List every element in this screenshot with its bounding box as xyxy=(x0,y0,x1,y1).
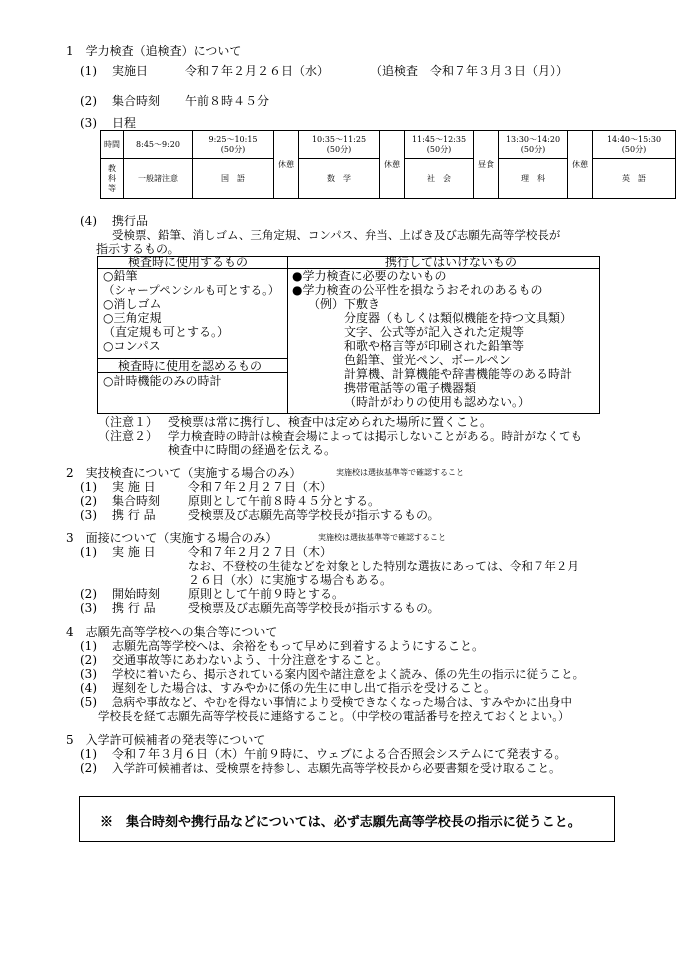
right-example-2: 文字、公式等が記入された定規等 xyxy=(344,325,525,339)
left-item-5: ○コンパス xyxy=(103,339,161,353)
s4-item4-text: 遅刻をした場合は、すみやかに係の先生に申し出て指示を受けること。 xyxy=(112,681,497,695)
s4-item3-text: 学校に着いたら、掲示されている案内図や諸注意をよく読み、係の先生の指示に従うこと。 xyxy=(112,667,585,681)
right-example-5: 計算機、計算機能や辞書機能等のある時計 xyxy=(344,367,573,381)
s3-item2-value: 原則として午前９時とする。 xyxy=(188,587,345,601)
s3-item3-label: 携 行 品 xyxy=(112,601,156,615)
s2-item2-num: (2) xyxy=(80,494,97,508)
s4-item2-num: (2) xyxy=(80,653,97,667)
s1-item1-label: 実施日 xyxy=(112,64,149,78)
s1-item3-label: 日程 xyxy=(112,116,137,130)
right-example-0: 下敷き xyxy=(344,297,381,311)
right-example-7: （時計がわりの使用も認めない。） xyxy=(344,395,531,409)
left-col-heading2: 検査時に使用を認めるもの xyxy=(118,359,263,373)
left-item-2: ○消しゴム xyxy=(103,297,162,311)
note1-text: 受検票は常に携行し、検査中は定められた場所に置くこと。 xyxy=(168,415,493,429)
section1-heading: 1 学力検査（追検査）について xyxy=(66,44,242,58)
s2-item2-value: 原則として午前８時４５分とする。 xyxy=(188,494,381,508)
s3-item2-num: (2) xyxy=(80,587,97,601)
right-example-1: 分度器（もしくは類似機能を持つ文具類） xyxy=(344,311,573,325)
s3-item1-more2: ２６日（水）に実施する場合もある。 xyxy=(188,573,393,587)
s4-item5-text: 急病や事故など、やむを得ない事情により受検できなくなった場合は、すみやかに出身中 xyxy=(112,695,572,709)
schedule-break-3: 休憩 xyxy=(568,131,593,199)
s1-item2-value: 午前８時４５分 xyxy=(185,94,270,108)
left-item-3: ○三角定規 xyxy=(103,311,162,325)
s1-item2-num: (2) xyxy=(80,94,97,108)
s2-item3-value: 受検票及び志願先高等学校長が指示するもの。 xyxy=(188,508,440,522)
s4-item2-text: 交通事故等にあわないよう、十分注意をすること。 xyxy=(112,653,389,667)
s1-item1-extra: （追検査 令和７年３月３日（月）） xyxy=(370,64,569,78)
section3-heading: 3 面接について（実施する場合のみ） xyxy=(66,531,278,545)
right-example-label: （例） xyxy=(308,297,345,311)
s5-item1-text: 令和７年３月６日（木）午前９時に、ウェブによる合否照会システムにて発表する。 xyxy=(112,747,567,761)
schedule-time-2: 10:35～11:25 (50分) xyxy=(299,131,380,159)
s5-item2-text: 入学許可候補者は、受検票を持参し、志願先高等学校長から必要書類を受け取ること。 xyxy=(112,761,561,775)
schedule-subject-2: 数 学 xyxy=(299,159,380,199)
schedule-subject-3: 社 会 xyxy=(405,159,474,199)
schedule-time-4: 13:30～14:20 (50分) xyxy=(499,131,568,159)
s5-item1-num: (1) xyxy=(80,747,97,761)
schedule-time-1: 9:25～10:15 (50分) xyxy=(193,131,274,159)
s3-item1-label: 実 施 日 xyxy=(112,545,156,559)
s1-item4-num: (4) xyxy=(80,214,97,228)
schedule-time-3: 11:45～12:35 (50分) xyxy=(405,131,474,159)
s3-item1-num: (1) xyxy=(80,545,97,559)
s4-item1-text: 志願先高等学校へは、余裕をもって早めに到着するようにすること。 xyxy=(112,639,485,653)
s1-item2-label: 集合時刻 xyxy=(112,94,161,108)
schedule-subject-0: 一般諸注意 xyxy=(124,159,193,199)
note1-label: （注意１） xyxy=(98,415,159,429)
s2-item1-label: 実 施 日 xyxy=(112,480,156,494)
s2-item1-value: 令和７年２月２７日（木） xyxy=(188,480,333,494)
left2-item-0: ○計時機能のみの時計 xyxy=(103,374,222,388)
left-col-heading: 検査時に使用するもの xyxy=(128,255,249,269)
note2-label: （注意２） xyxy=(98,429,159,443)
schedule-subject-4: 理 科 xyxy=(499,159,568,199)
right-example-6: 携帯電話等の電子機器類 xyxy=(344,381,477,395)
right-item-0: ●学力検査に必要のないもの xyxy=(292,269,447,283)
notice-text: ※ 集合時刻や携行品などについては、必ず志願先高等学校長の指示に従うこと。 xyxy=(100,815,581,830)
right-example-4: 色鉛筆、蛍光ペン、ボールペン xyxy=(344,353,511,367)
s3-item2-label: 開始時刻 xyxy=(112,587,161,601)
schedule-row-head-time: 時間 xyxy=(101,131,124,159)
s2-item1-num: (1) xyxy=(80,480,97,494)
belongings-divider xyxy=(287,256,288,414)
s3-item3-num: (3) xyxy=(80,601,97,615)
left-item-4: （直定規も可とする。） xyxy=(103,325,230,339)
s4-item1-num: (1) xyxy=(80,639,97,653)
note2-text: 学力検査時の時計は検査会場によっては掲示しないことがある。時計がなくても xyxy=(168,429,582,443)
s2-item3-num: (3) xyxy=(80,508,97,522)
schedule-row-head-subject: 教科等 xyxy=(101,159,124,199)
s1-item4-label: 携行品 xyxy=(112,214,149,228)
schedule-subject-1: 国 語 xyxy=(193,159,274,199)
schedule-time-0: 8:45～9:20 xyxy=(124,131,193,159)
section2-small-note: 実施校は選抜基準等で確認すること xyxy=(336,468,464,477)
s5-item2-num: (2) xyxy=(80,761,97,775)
s2-item3-label: 携 行 品 xyxy=(112,508,156,522)
s1-item1-num: (1) xyxy=(80,64,97,78)
section2-heading: 2 実技検査について（実施する場合のみ） xyxy=(66,466,302,480)
s4-item5-num: (5) xyxy=(80,695,97,709)
right-example-3: 和歌や格言等が印刷された鉛筆等 xyxy=(344,339,525,353)
s1-item4-text2: 指示するもの。 xyxy=(96,242,180,256)
schedule-subject-5: 英 語 xyxy=(593,159,676,199)
s2-item2-label: 集合時刻 xyxy=(112,494,161,508)
section4-heading: 4 志願先高等学校への集合等について xyxy=(66,625,278,639)
right-item-1: ●学力検査の公平性を損なうおそれのあるもの xyxy=(292,283,543,297)
left-item-1: （シャープペンシルも可とする。） xyxy=(103,283,280,297)
s4-item3-num: (3) xyxy=(80,667,97,681)
s4-item4-num: (4) xyxy=(80,681,97,695)
s3-item1-value: 令和７年２月２７日（木） xyxy=(188,545,333,559)
section5-heading: 5 入学許可候補者の発表等について xyxy=(66,733,266,747)
s1-item3-num: (3) xyxy=(80,116,97,130)
schedule-time-5: 14:40～15:30 (50分) xyxy=(593,131,676,159)
right-col-heading: 携行してはいけないもの xyxy=(385,255,518,269)
schedule-lunch: 昼食 xyxy=(474,131,499,199)
s4-item5-more: 学校長を経て志願先高等学校長に連絡すること。（中学校の電話番号を控えておくとよい。） xyxy=(98,709,570,723)
note2-text2: 検査中に時間の経過を伝える。 xyxy=(168,443,337,457)
s1-item1-value: 令和７年２月２６日（水） xyxy=(185,64,330,78)
s1-item4-text1: 受検票、鉛筆、消しゴム、三角定規、コンパス、弁当、上ばき及び志願先高等学校長が xyxy=(112,228,561,242)
left-item-0: ○鉛筆 xyxy=(103,269,138,283)
s3-item3-value: 受検票及び志願先高等学校長が指示するもの。 xyxy=(188,601,440,615)
section3-small-note: 実施校は選抜基準等で確認すること xyxy=(318,533,446,542)
schedule-table xyxy=(100,130,676,199)
schedule-break-1: 休憩 xyxy=(274,131,299,199)
s3-item1-more1: なお、不登校の生徒などを対象とした特別な選抜にあっては、令和７年２月 xyxy=(188,559,579,573)
schedule-break-2: 休憩 xyxy=(380,131,405,199)
